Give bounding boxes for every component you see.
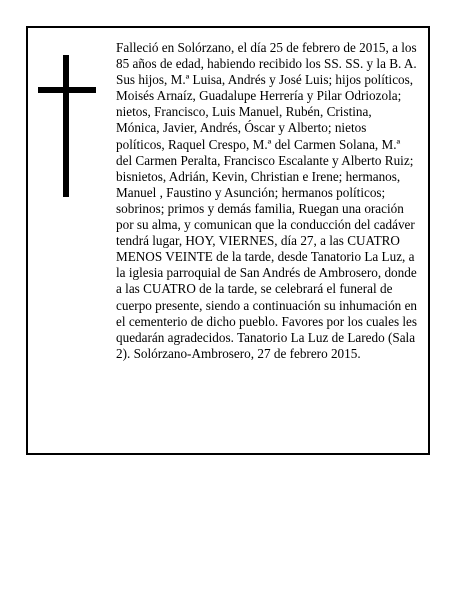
obituary-text [116,40,418,362]
latin-cross-icon [38,55,96,197]
cross-vertical-bar [63,55,69,197]
obituary-opening: Falleció en Solórzano, el día 25 de febrero de 2015, a los 85 años de edad, habiendo recibido los SS. SS. y la B. A. [116,40,417,72]
cross-horizontal-bar [38,87,96,93]
obituary-body: Sus hijos, M.ª Luisa, Andrés y José Luis; hijos políticos, Moisés Arnaíz, Guadalupe Herrería y Pilar Odriozola; nietos, Francisco, Luis Manuel, Rubén, Cristina, Mónica, Javier, Andrés, Óscar y Alberto; nietos políticos, Raquel Crespo, M.ª del Carmen Solana, M.ª del Carmen Peralta, Francisco Escalante y Alberto Ruiz; bisnietos, Adrián, Kevin, Christian e Irene; hermanos, Manuel , Faustino y Asunción; hermanos políticos; sobrinos; primos y demás familia, Ruegan una oración por su alma, y comunican que la conducción del cadáver tendrá lugar, HOY, VIERNES, día 27, a las CUATRO MENOS VEINTE de la tarde, desde Tanatorio La Luz, a la iglesia parroquial de San Andrés de Ambrosero, donde a las CUATRO de la tarde, se celebrará el funeral de cuerpo presente, siendo a continuación su inhumación en el cementerio de dicho pueblo. Favores por los cuales les quedarán agradecidos. Tanatorio La Luz de Laredo (Sala 2). Solórzano-Ambrosero, 27 de febrero 2015. [116,72,418,361]
